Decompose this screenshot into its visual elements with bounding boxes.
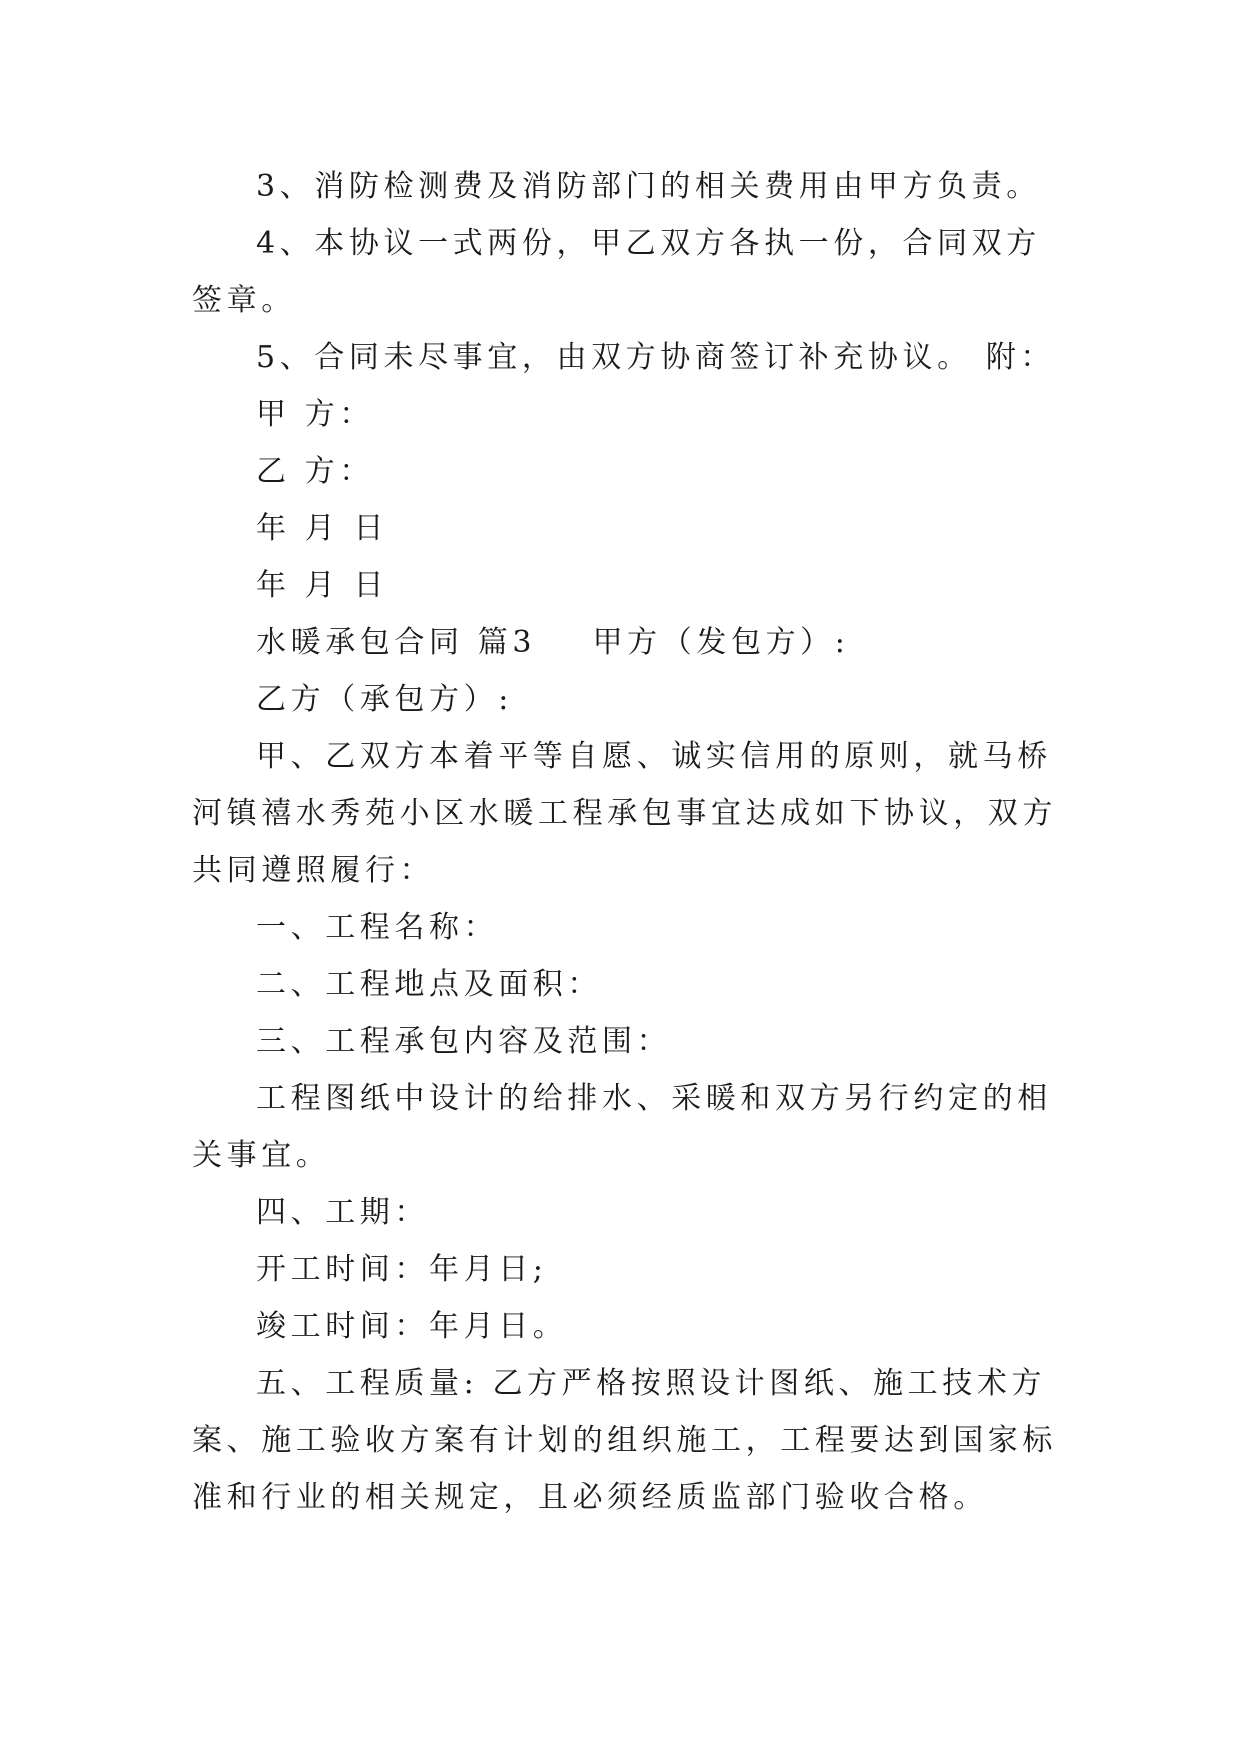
clause-project-scope: 三、工程承包内容及范围： <box>256 1024 672 1059</box>
clause-project-location: 二、工程地点及面积： <box>256 967 602 1002</box>
paragraph-copies-of-agreement: 4、本协议一式两份，甲乙双方各执一份，合同双方签章。 <box>192 226 1041 318</box>
party-b-signature-line: 乙 方： <box>256 454 374 489</box>
clause-schedule: 四、工期： <box>256 1195 429 1230</box>
paragraph-supplementary-agreement: 5、合同未尽事宜，由双方协商签订补充协议。 附： <box>256 340 1056 375</box>
date-line-party-b: 年 月 日 <box>256 568 389 603</box>
party-b-contractor-line: 乙方（承包方）: <box>256 682 513 717</box>
schedule-start-date: 开工时间：年月日; <box>256 1252 548 1287</box>
paragraph-scope-detail: 工程图纸中设计的给排水、采暖和双方另行约定的相关事宜。 <box>192 1081 1052 1173</box>
contract-section-heading: 水暖承包合同 篇3 甲方（发包方）: <box>256 625 850 660</box>
paragraph-fire-inspection-fee: 3、消防检测费及消防部门的相关费用由甲方负责。 <box>256 169 1041 204</box>
schedule-completion-date: 竣工时间：年月日。 <box>256 1309 568 1344</box>
clause-project-quality: 五、工程质量: 乙方严格按照设计图纸、施工技术方案、施工验收方案有计划的组织施工，工程要达到国家标准和行业的相关规定，且必须经质监部门验收合格。 <box>192 1366 1057 1515</box>
paragraph-agreement-preamble: 甲、乙双方本着平等自愿、诚实信用的原则，就马桥河镇禧水秀苑小区水暖工程承包事宜达成如下协议，双方共同遵照履行： <box>192 739 1057 888</box>
date-line-party-a: 年 月 日 <box>256 511 389 546</box>
party-a-signature-line: 甲 方： <box>256 397 374 432</box>
clause-project-name: 一、工程名称： <box>256 910 499 945</box>
document-body <box>192 158 1058 1526</box>
